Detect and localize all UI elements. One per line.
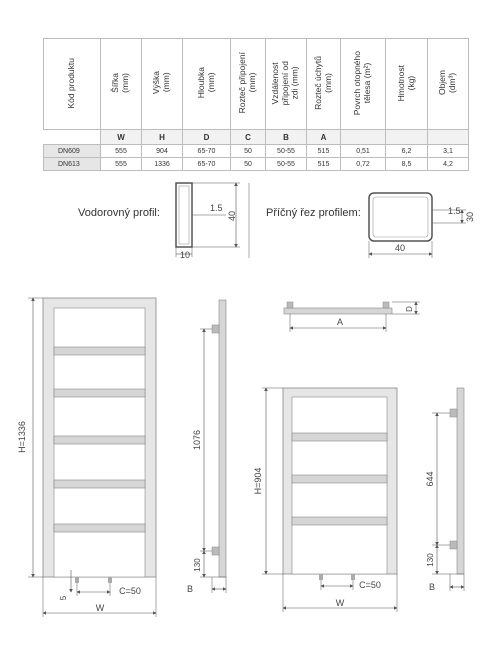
top-view-drawing (284, 302, 420, 332)
table-cell: 1336 (142, 158, 183, 171)
column-header-line: Rozteč připojení (237, 52, 248, 114)
depth-label: D (405, 306, 414, 312)
dimension-letter-cell: B (266, 130, 307, 145)
dimension-letter-cell: D (183, 130, 231, 145)
column-header-line: Rozteč úchytů (312, 56, 323, 110)
column-header-line: Vzdálenost (270, 61, 281, 105)
small-width-label: W (335, 598, 345, 608)
cross-height-label: 30 (465, 211, 475, 223)
large-bottom-offset-label: 5 (59, 595, 68, 601)
dimension-letter-cell: W (101, 130, 142, 145)
column-header-line: zdi (mm) (289, 66, 300, 100)
column-header-line: Povrch otopného (352, 50, 363, 116)
table-cell: 8,5 (386, 158, 428, 171)
table-cell: 515 (307, 145, 341, 158)
cross-section-label: Příčný řez profilem: (266, 207, 361, 219)
table-cell: 6,2 (386, 145, 428, 158)
large-connection-spacing-label: C=50 (119, 586, 141, 596)
dimension-letter-cell: A (307, 130, 341, 145)
column-header-line: (mm) (205, 73, 216, 93)
table-cell: 0,72 (341, 158, 386, 171)
table-cell: 0,51 (341, 145, 386, 158)
column-header-line: Hloubka (195, 67, 206, 99)
large-wall-distance-label: B (186, 584, 194, 594)
h-profile-width-label: 10 (180, 250, 191, 260)
cross-section-drawing (369, 193, 475, 258)
large-radiator-side-view (187, 300, 226, 594)
small-radiator-side-view (425, 388, 464, 592)
product-code-cell: DN609 (44, 145, 101, 158)
table-cell: 50-55 (266, 158, 307, 171)
small-bracket-spacing-label: 644 (425, 471, 435, 487)
bracket-distance-label: A (336, 317, 344, 327)
h-profile-thickness-label: 1.5 (210, 203, 223, 213)
table-cell: 555 (101, 158, 142, 171)
small-radiator-front-view (253, 388, 397, 612)
large-height-label: H=1336 (17, 421, 27, 453)
column-header-line: Šířka (110, 73, 121, 93)
column-header-line: (mm) (120, 73, 130, 93)
column-header-line: tělesa (m²) (362, 62, 372, 104)
h-profile-height-label: 40 (227, 210, 237, 222)
column-header-line: (kg) (405, 75, 416, 91)
large-radiator-front-view (17, 298, 156, 617)
table-cell: 515 (307, 158, 341, 171)
product-code-cell: DN613 (44, 158, 101, 171)
small-connection-spacing-label: C=50 (359, 580, 381, 590)
table-cell: 50-55 (266, 145, 307, 158)
table-cell: 3,1 (428, 145, 469, 158)
table-cell: 50 (231, 158, 266, 171)
horizontal-profile-drawing (176, 183, 240, 260)
large-width-label: W (95, 603, 105, 613)
column-header-line: (mm) (161, 73, 171, 93)
column-header-line: připojení od (280, 60, 291, 106)
column-header-line: Hmotnost (395, 64, 406, 102)
small-bracket-bottom-label: 130 (426, 553, 435, 567)
table-cell: 65-70 (183, 145, 231, 158)
column-header-line: (dm³) (447, 72, 457, 94)
table-cell: 65-70 (183, 158, 231, 171)
dimension-letter-cell: H (142, 130, 183, 145)
horizontal-profile-label: Vodorovný profil: (78, 207, 160, 219)
column-header-line: (mm) (247, 73, 257, 93)
column-header-line: Výška (151, 71, 162, 95)
large-bracket-bottom-label: 130 (193, 558, 202, 572)
dimension-letter-cell: C (231, 130, 266, 145)
column-header-text: Kód produktu (66, 57, 77, 109)
cross-width-label: 40 (394, 243, 406, 253)
table-cell: 555 (101, 145, 142, 158)
column-header-line: Objem (437, 70, 448, 96)
table-cell: 904 (142, 145, 183, 158)
column-header-line: (mm) (322, 73, 333, 93)
cross-thickness-label: 1.5 (448, 206, 461, 216)
table-cell: 50 (231, 145, 266, 158)
small-wall-distance-label: B (428, 582, 436, 592)
table-cell: 4,2 (428, 158, 469, 171)
small-height-label: H=904 (253, 467, 263, 495)
large-bracket-spacing-label: 1076 (192, 429, 202, 451)
